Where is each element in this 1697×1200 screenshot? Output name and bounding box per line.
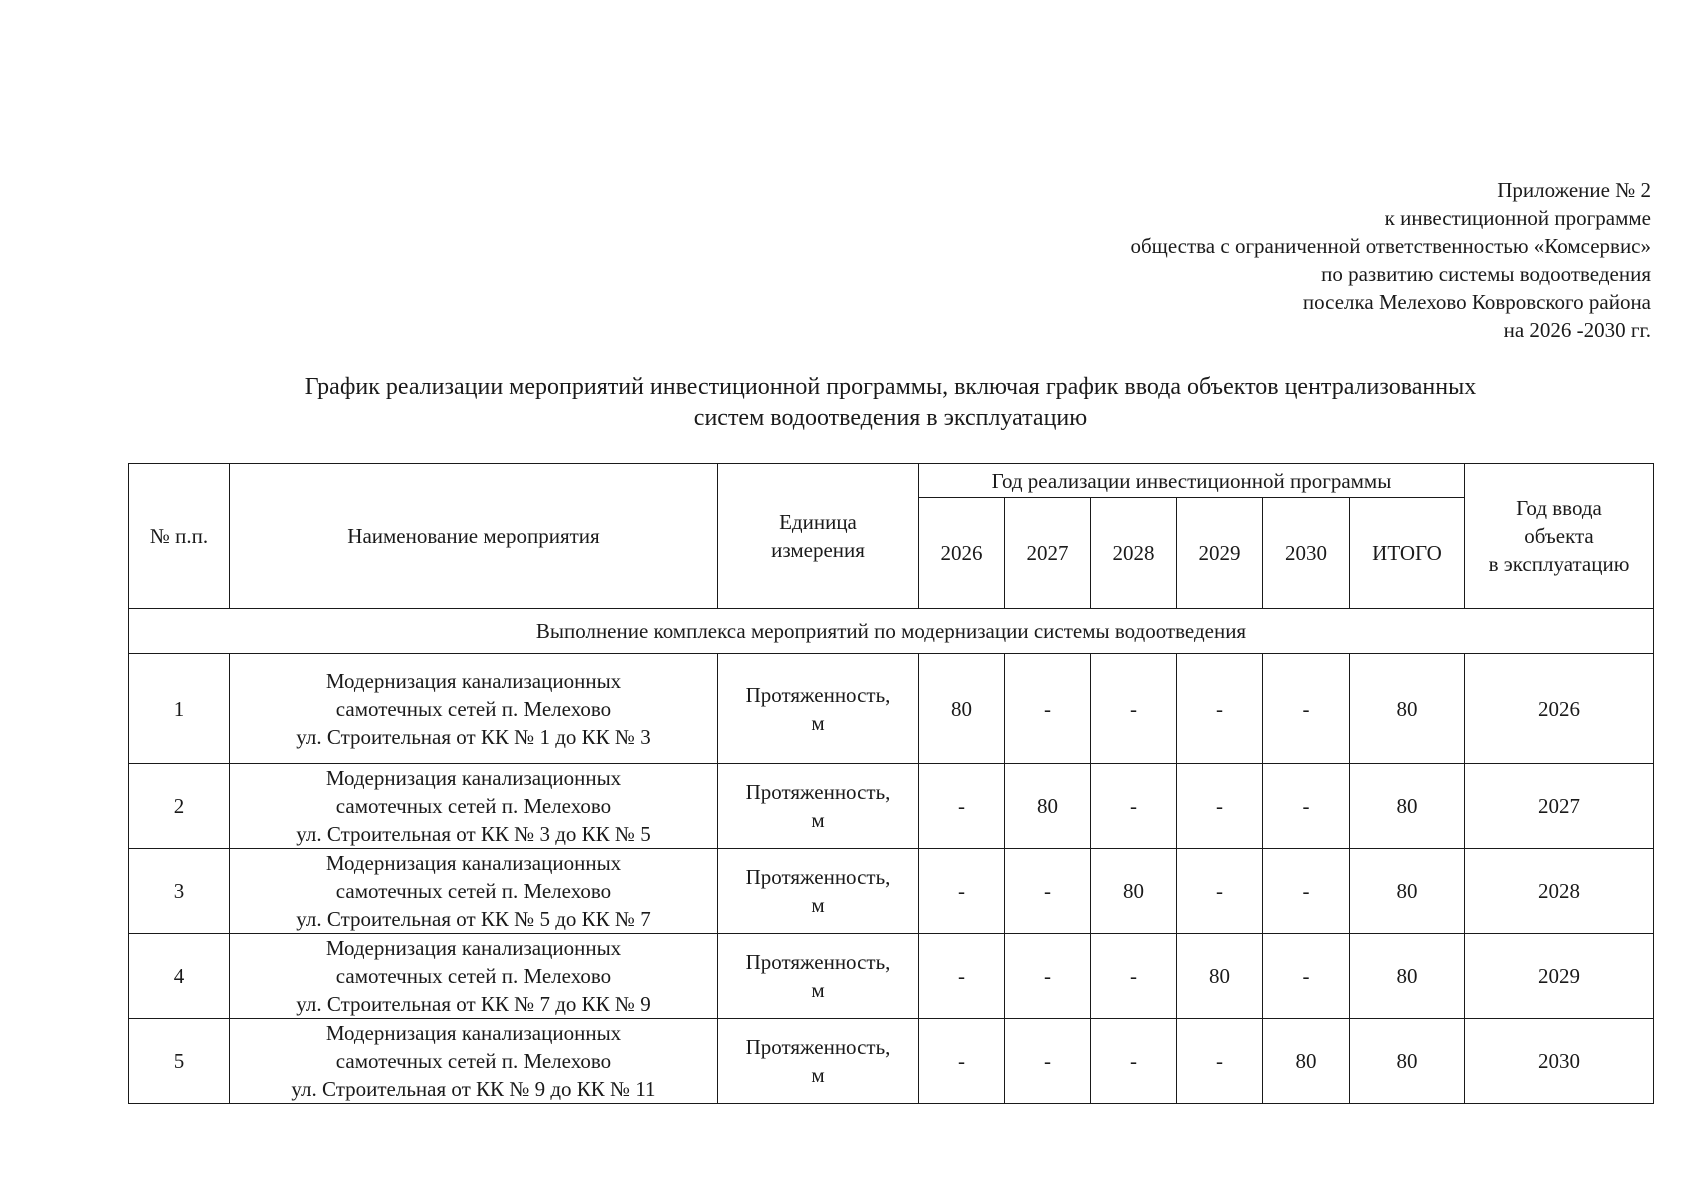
header-unit-line: Единица [779,510,857,534]
row-year-value: - [1263,849,1350,934]
row-year-value: - [919,849,1005,934]
row-name [230,764,718,849]
table-row [129,1019,1654,1104]
header-total: ИТОГО [1350,498,1465,609]
appendix-line: по развитию системы водоотведения [1321,262,1651,286]
row-unit [718,654,919,764]
row-year-value: - [1177,849,1263,934]
row-unit-line: Протяженность, [745,865,891,889]
title-line: График реализации мероприятий инвестиционной программы, включая график ввода объектов централизованных [304,374,1477,400]
header-commission-line: объекта [1524,524,1594,548]
header-unit [718,464,919,609]
header-year: 2026 [919,498,1005,609]
row-name-line: ул. Строительная от КК № 1 до КК № 3 [296,724,651,749]
row-unit [718,934,919,1019]
row-year-value: - [1177,654,1263,764]
row-year-value: - [1005,934,1091,1019]
section-title: Выполнение комплекса мероприятий по модернизации системы водоотведения [129,609,1654,654]
appendix-line: поселка Мелехово Ковровского района [1302,290,1651,314]
row-year-value: - [1091,654,1177,764]
row-year-value: - [1005,654,1091,764]
row-year-value: 80 [1005,764,1091,849]
row-name-line: ул. Строительная от КК № 5 до КК № 7 [296,907,651,931]
row-year-value: - [1177,764,1263,849]
row-name-line: самотечных сетей п. Мелехово [335,696,612,721]
row-name-line: Модернизация канализационных [325,668,622,693]
appendix-line: на 2026 -2030 гг. [1503,318,1651,342]
row-year-value: - [919,1019,1005,1104]
header-name: Наименование мероприятия [230,464,718,609]
header-unit-line: измерения [771,538,865,562]
row-year-value: - [919,764,1005,849]
appendix-line: Приложение № 2 [1497,178,1651,202]
row-commission-year: 2026 [1465,654,1654,764]
table-header-row [129,464,1654,498]
row-name-line: ул. Строительная от КК № 9 до КК № 11 [291,1077,656,1101]
row-name [230,849,718,934]
row-year-value: 80 [919,654,1005,764]
row-year-value: - [1263,934,1350,1019]
row-year-value: 80 [1177,934,1263,1019]
row-year-value: - [1005,1019,1091,1104]
row-total: 80 [1350,1019,1465,1104]
header-year-group: Год реализации инвестиционной программы [919,464,1465,498]
row-unit-line: Протяженность, [745,1035,891,1059]
row-unit [718,849,919,934]
row-unit-line: Протяженность, [745,950,891,974]
row-num: 1 [129,654,230,764]
row-name-line: самотечных сетей п. Мелехово [335,879,612,903]
document-title [128,372,1653,434]
row-num: 3 [129,849,230,934]
row-num: 4 [129,934,230,1019]
row-commission-year: 2028 [1465,849,1654,934]
row-year-value: - [1091,764,1177,849]
row-total: 80 [1350,654,1465,764]
row-unit-line: м [811,808,825,832]
table-row [129,849,1654,934]
header-year: 2029 [1177,498,1263,609]
row-year-value: - [1091,1019,1177,1104]
row-unit-line: Протяженность, [745,780,891,804]
row-commission-year: 2027 [1465,764,1654,849]
row-name-line: ул. Строительная от КК № 7 до КК № 9 [296,992,651,1016]
row-name-line: Модернизация канализационных [325,936,622,960]
table-row [129,654,1654,764]
row-total: 80 [1350,934,1465,1019]
header-year: 2030 [1263,498,1350,609]
row-name-line: Модернизация канализационных [325,851,622,875]
row-unit [718,1019,919,1104]
section-row [129,609,1654,654]
row-total: 80 [1350,764,1465,849]
row-year-value: 80 [1091,849,1177,934]
row-commission-year: 2029 [1465,934,1654,1019]
row-name-line: самотечных сетей п. Мелехово [335,794,612,818]
row-name-line: самотечных сетей п. Мелехово [335,1049,612,1073]
table-row [129,934,1654,1019]
row-unit-line: м [811,978,825,1002]
header-year: 2028 [1091,498,1177,609]
header-num: № п.п. [129,464,230,609]
header-commission-line: Год ввода [1516,496,1602,520]
row-year-value: - [1263,764,1350,849]
row-name-line: Модернизация канализационных [325,1021,622,1045]
row-unit-line: м [811,1063,825,1087]
row-name [230,1019,718,1104]
appendix-block [1130,176,1651,344]
row-commission-year: 2030 [1465,1019,1654,1104]
table-row [129,764,1654,849]
row-name-line: самотечных сетей п. Мелехово [335,964,612,988]
row-total: 80 [1350,849,1465,934]
implementation-schedule-table [128,463,1654,1104]
row-unit-line: Протяженность, [745,682,891,707]
row-unit [718,764,919,849]
row-year-value: - [1091,934,1177,1019]
row-name [230,934,718,1019]
header-commission [1465,464,1654,609]
row-num: 2 [129,764,230,849]
row-name-line: ул. Строительная от КК № 3 до КК № 5 [296,822,651,846]
appendix-line: к инвестиционной программе [1384,206,1651,230]
row-name [230,654,718,764]
appendix-line: общества с ограниченной ответственностью «Комсервис» [1130,234,1651,258]
row-name-line: Модернизация канализационных [325,766,622,790]
row-unit-line: м [811,893,825,917]
header-year: 2027 [1005,498,1091,609]
title-line: систем водоотведения в эксплуатацию [693,405,1088,431]
row-year-value: - [1177,1019,1263,1104]
row-year-value: - [919,934,1005,1019]
row-year-value: 80 [1263,1019,1350,1104]
row-year-value: - [1005,849,1091,934]
row-unit-line: м [811,710,825,735]
row-num: 5 [129,1019,230,1104]
row-year-value: - [1263,654,1350,764]
header-commission-line: в эксплуатацию [1488,552,1630,576]
